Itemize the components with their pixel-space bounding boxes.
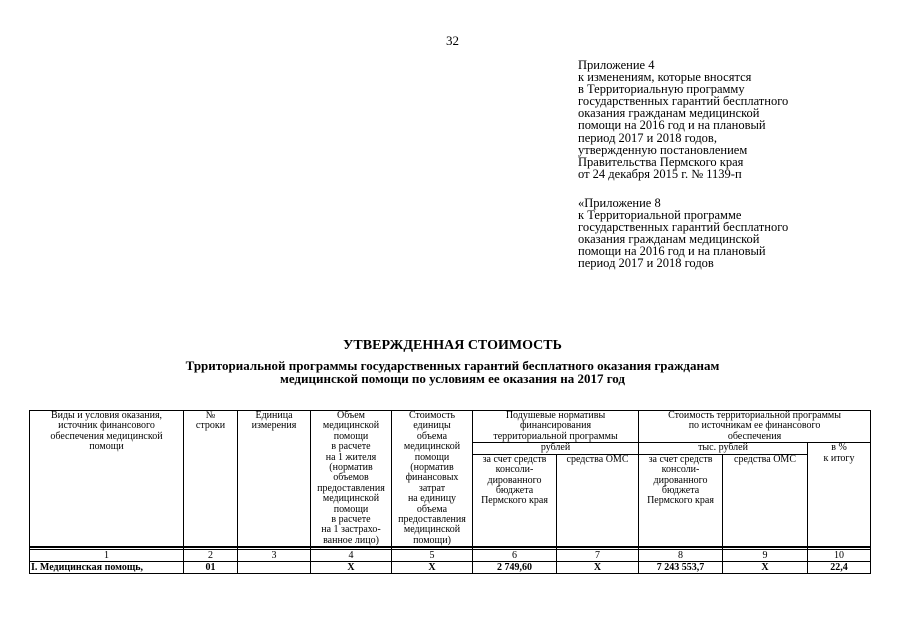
appendix-line: период 2017 и 2018 годов, — [578, 130, 717, 145]
appendix-line: к Территориальной программе — [578, 208, 742, 223]
document-subtitle — [0, 359, 905, 385]
appendix-line: государственных гарантий бесплатного — [578, 220, 789, 235]
appendix-line: оказания гражданам медицинской — [578, 106, 760, 121]
header-cell-percent: в % к итогу — [808, 443, 871, 548]
column-number: 5 — [392, 550, 473, 562]
table-cell: 22,4 — [808, 562, 871, 574]
table-cell: 2 749,60 — [473, 562, 557, 574]
table-cell: X — [557, 562, 639, 574]
page-number: 32 — [446, 33, 459, 48]
table-cell: X — [723, 562, 808, 574]
column-number: 4 — [311, 550, 392, 562]
column-number: 6 — [473, 550, 557, 562]
header-cell-budget: за счет средств консоли- дированного бюджета Пермского края — [473, 454, 557, 547]
appendix-line: в Территориальную программу — [578, 82, 745, 97]
cost-table — [29, 410, 871, 574]
appendix-line: государственных гарантий бесплатного — [578, 94, 789, 109]
subtitle-line: медицинской помощи по условиям ее оказания на 2017 год — [279, 371, 626, 386]
table-cell: 01 — [184, 562, 238, 574]
table-row — [30, 562, 871, 574]
appendix-line: помощи на 2016 год и на плановый — [578, 118, 766, 133]
header-cell-volume: Объем медицинской помощи в расчете на 1 жителя (норматив объемов предоставления медицинской помощи в расчете на 1 застрахо- ванное лицо) — [311, 411, 392, 548]
appendix-line: к изменениям, которые вносятся — [578, 70, 752, 85]
table-cell: X — [311, 562, 392, 574]
appendix-line: от 24 декабря 2015 г. № 1139-п — [578, 166, 742, 181]
column-number: 7 — [557, 550, 639, 562]
appendix-line: Правительства Пермского края — [578, 154, 744, 169]
header-cell-oms: средства ОМС — [557, 454, 639, 547]
header-group-per-capita: Подушевые нормативы финансирования территориальной программы — [473, 411, 639, 443]
header-cell-budget-total: за счет средств консоли- дированного бюджета Пермского края — [639, 454, 723, 547]
header-cell-row-number: № строки — [184, 411, 238, 548]
column-number: 9 — [723, 550, 808, 562]
column-number: 1 — [30, 550, 184, 562]
header-group-program-cost: Стоимость территориальной программы по источникам ее финансового обеспечения — [639, 411, 871, 443]
appendix-line: Приложение 4 — [578, 58, 655, 72]
table-cell: I. Медицинская помощь, — [30, 562, 184, 574]
column-number: 8 — [639, 550, 723, 562]
appendix-gap — [578, 180, 788, 197]
column-number: 10 — [808, 550, 871, 562]
header-cell-kind: Виды и условия оказания, источник финансового обеспечения медицинской помощи — [30, 411, 184, 548]
document-title: УТВЕРЖДЕННАЯ СТОИМОСТЬ — [343, 338, 562, 353]
header-unit-rubles: рублей — [473, 443, 639, 455]
appendix-line: оказания гражданам медицинской — [578, 232, 760, 247]
appendix-line: период 2017 и 2018 годов — [578, 256, 714, 271]
header-unit-thousand-rubles: тыс. рублей — [639, 443, 808, 455]
appendix-line: утвержденную постановлением — [578, 142, 748, 157]
table-cell: X — [392, 562, 473, 574]
appendix-line: помощи на 2016 год и на плановый — [578, 244, 766, 259]
table-cell — [238, 562, 311, 574]
subtitle-line: Трриториальной программы государственных гарантий бесплатного оказания гражданам — [185, 358, 720, 373]
appendix-block — [578, 59, 788, 270]
header-cell-unit-cost: Стоимость единицы объема медицинской помощи (норматив финансовых затрат на единицу объема предоставления медицинской помощи) — [392, 411, 473, 548]
column-number: 2 — [184, 550, 238, 562]
header-cell-oms-total: средства ОМС — [723, 454, 808, 547]
table-cell: 7 243 553,7 — [639, 562, 723, 574]
column-number: 3 — [238, 550, 311, 562]
header-cell-unit: Единица измерения — [238, 411, 311, 548]
appendix-line: «Приложение 8 — [578, 195, 661, 210]
